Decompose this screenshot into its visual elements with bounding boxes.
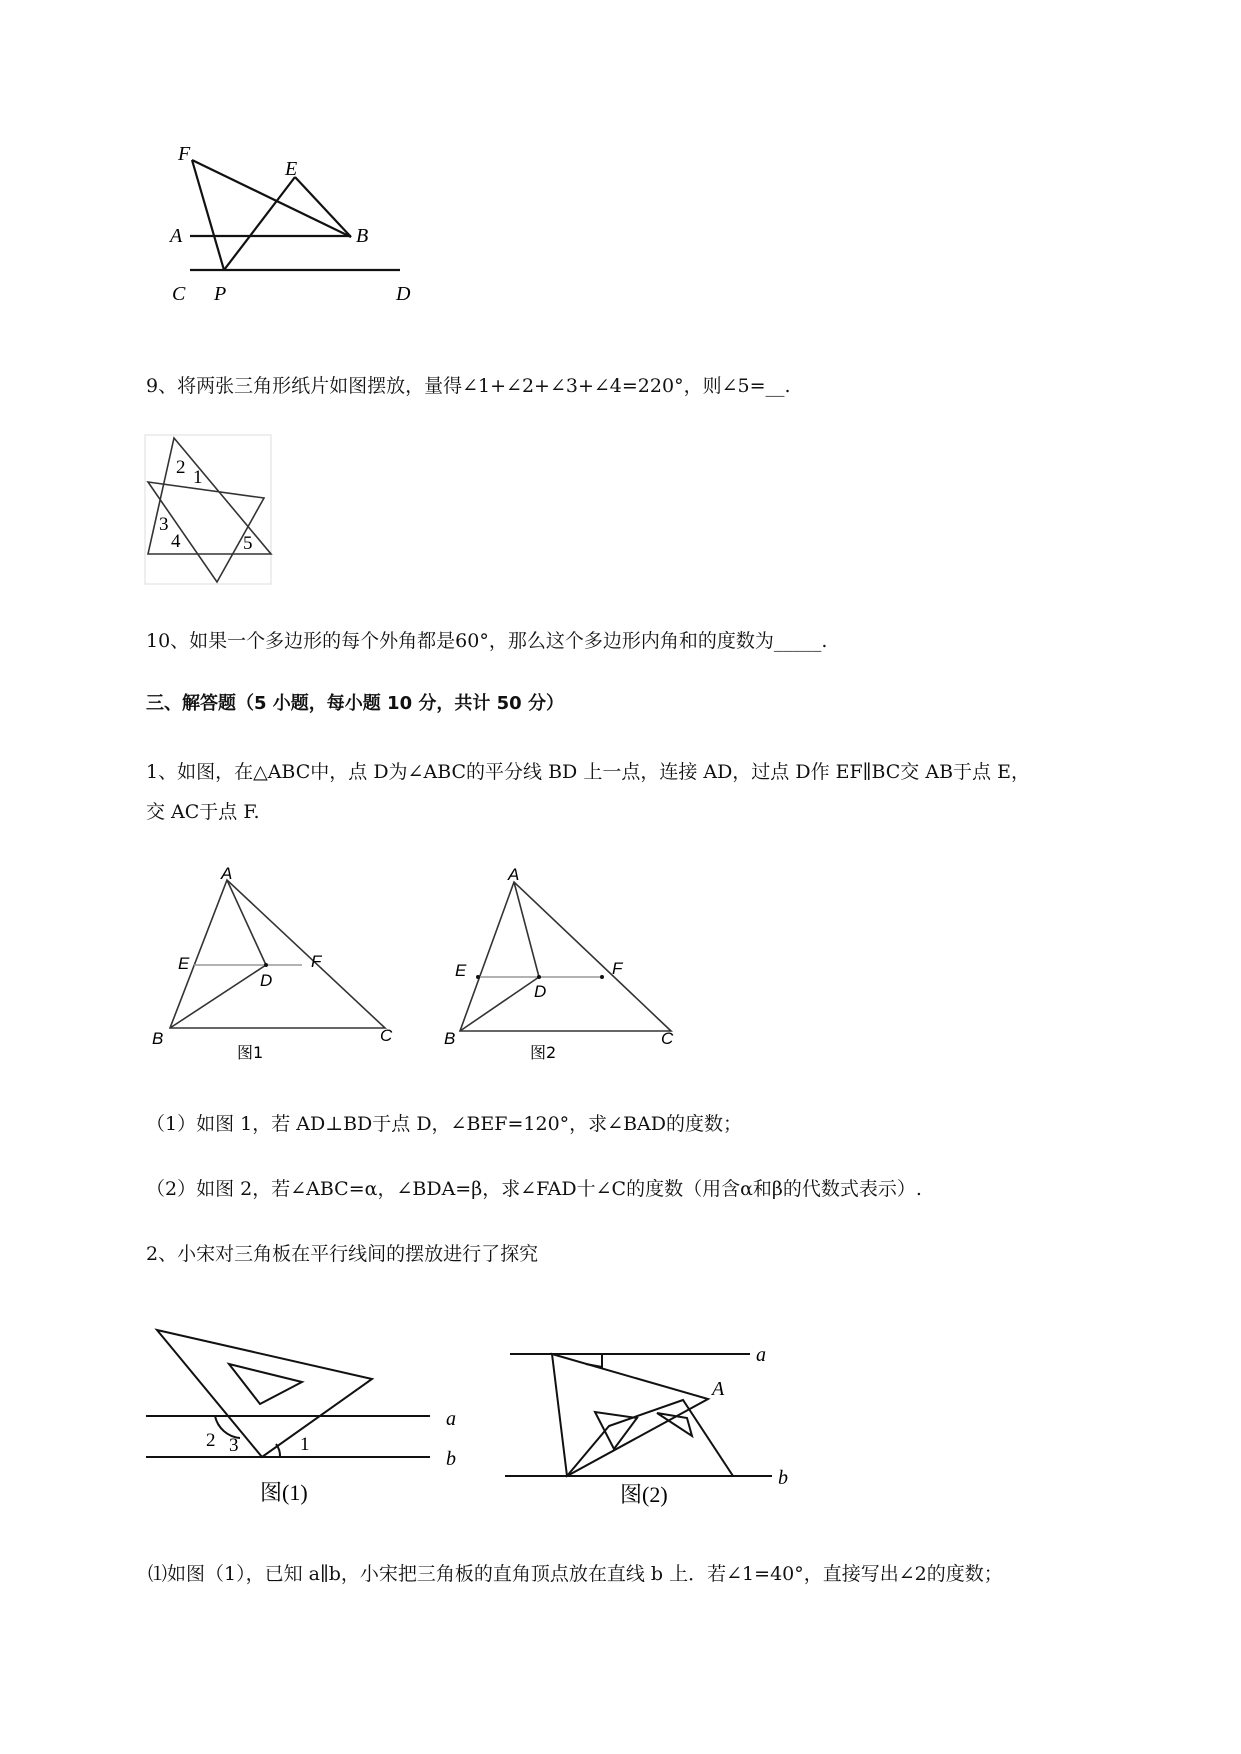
angle-5-label: 5 (243, 533, 253, 554)
label-d: D (396, 283, 411, 305)
label-e: E (455, 961, 467, 980)
figure-p2-1 (140, 1310, 470, 1510)
label-c: C (172, 283, 186, 305)
question-9: 9、将两张三角形纸片如图摆放，量得∠1+∠2+∠3+∠4=220°，则∠5=__. (146, 375, 791, 397)
label-a: A (221, 864, 233, 883)
label-f: F (178, 143, 191, 165)
figure-p1-2 (435, 865, 695, 1070)
label-a: A (508, 865, 520, 884)
label-b: B (356, 225, 369, 247)
label-d: D (260, 971, 273, 990)
angle-4-label: 4 (171, 531, 181, 552)
label-a: A (170, 225, 183, 247)
problem-2-part-1: ⑴如图（1），已知 a∥b，小宋把三角板的直角顶点放在直线 b 上．若∠1=40°，直接写出∠2的度数； (148, 1563, 1003, 1585)
figure-p2-2 (500, 1310, 830, 1510)
line-b-label: b (446, 1448, 456, 1470)
label-b: B (152, 1029, 164, 1048)
angle-3-label: 3 (229, 1435, 239, 1456)
figure-p2-2-caption: 图(2) (620, 1482, 668, 1507)
problem-1-part-1: （1）如图 1，若 AD⊥BD于点 D，∠BEF=120°，求∠BAD的度数； (146, 1113, 743, 1135)
label-d: D (534, 982, 547, 1001)
line-a-label: a (756, 1344, 766, 1366)
figure-2-caption: 图2 (530, 1043, 557, 1062)
label-e: E (178, 954, 190, 973)
line-a-label: a (446, 1408, 456, 1430)
problem-2-line-1: 2、小宋对三角板在平行线间的摆放进行了探究 (146, 1243, 539, 1265)
figure-p2-1-caption: 图(1) (260, 1480, 308, 1505)
question-10: 10、如果一个多边形的每个外角都是60°，那么这个多边形内角和的度数为_____. (146, 630, 828, 652)
label-f: F (612, 959, 623, 978)
angle-1-label: 1 (300, 1434, 310, 1455)
figure-p1-1 (145, 864, 405, 1070)
label-e: E (285, 158, 298, 180)
problem-1-line-2: 交 AC于点 F. (146, 801, 260, 823)
label-c: C (661, 1029, 674, 1048)
angle-3-label: 3 (159, 514, 169, 535)
point-a-label: A (712, 1378, 725, 1400)
figure-q9 (140, 430, 280, 590)
angle-1-label: 1 (193, 467, 203, 488)
label-c: C (380, 1026, 393, 1045)
section-title: 三、解答题（5 小题，每小题 10 分，共计 50 分） (146, 693, 564, 714)
angle-2-label: 2 (176, 457, 186, 478)
problem-1-line-1: 1、如图，在△ABC中，点 D为∠ABC的平分线 BD 上一点，连接 AD，过点 D作 EF∥BC交 AB于点 E， (146, 761, 1030, 783)
figure-1-caption: 图1 (237, 1043, 264, 1062)
angle-2-label: 2 (206, 1430, 216, 1451)
figure-q8 (160, 143, 420, 330)
line-b-label: b (778, 1467, 788, 1489)
label-f: F (311, 952, 322, 971)
label-b: B (444, 1029, 456, 1048)
problem-1-part-2: （2）如图 2，若∠ABC=α，∠BDA=β，求∠FAD十∠C的度数（用含α和β的代数式表示）. (146, 1178, 922, 1200)
label-p: P (214, 283, 227, 305)
